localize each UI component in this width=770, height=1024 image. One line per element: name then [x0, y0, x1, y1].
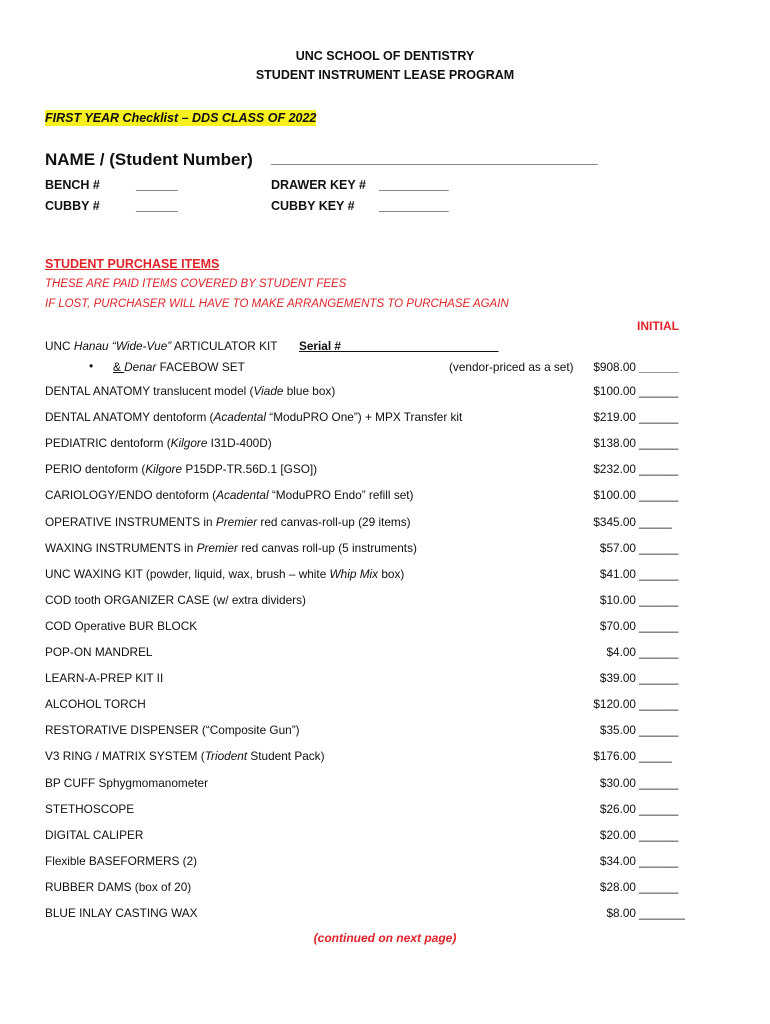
- item-initial-blank[interactable]: ______: [639, 828, 679, 842]
- item-price: $138.00: [593, 436, 636, 450]
- item-initial-blank[interactable]: ______: [639, 776, 679, 790]
- item-text: Flexible BASEFORMERS (2): [45, 854, 198, 868]
- item-text: PERIO dentoform (: [45, 462, 146, 476]
- item-initial-blank[interactable]: ______: [639, 697, 679, 711]
- item-description: [45, 802, 134, 816]
- item-brand: Premier: [215, 515, 258, 529]
- item-initial-blank[interactable]: _____: [639, 515, 672, 529]
- item-text: WAXING INSTRUMENTS in: [45, 541, 197, 555]
- item-brand: Acadental: [216, 488, 269, 502]
- item-initial-blank[interactable]: ______: [639, 462, 679, 476]
- item-description: [45, 462, 317, 476]
- checklist-title: [45, 109, 316, 127]
- facebow-brand: Denar: [124, 360, 157, 374]
- articulator-brand: Hanau “Wide-Vue”: [73, 339, 172, 353]
- facebow-suffix: FACEBOW SET: [156, 360, 245, 374]
- articulator-suffix: ARTICULATOR KIT: [171, 339, 278, 353]
- purchase-note-fees: THESE ARE PAID ITEMS COVERED BY STUDENT FEES: [45, 278, 347, 290]
- item-initial-blank[interactable]: ______: [639, 488, 679, 502]
- item-price: $100.00: [593, 488, 636, 502]
- item-price: $10.00: [599, 593, 636, 607]
- item-description: [45, 828, 143, 842]
- item-brand: Kilgore: [145, 462, 183, 476]
- item-brand: Premier: [196, 541, 238, 555]
- bench-label: BENCH #: [45, 178, 100, 192]
- item-initial-blank[interactable]: ______: [639, 541, 679, 555]
- item-price: $41.00: [599, 567, 636, 581]
- cubby-field[interactable]: ______: [136, 199, 178, 213]
- drawer-key-label: DRAWER KEY #: [271, 178, 366, 192]
- item-initial-blank[interactable]: ______: [639, 671, 679, 685]
- item-price: $120.00: [593, 697, 636, 711]
- item-brand: Kilgore: [170, 436, 208, 450]
- item-price: $232.00: [593, 462, 636, 476]
- item-price: $34.00: [599, 854, 636, 868]
- item-text-end: “ModuPRO One”) + MPX Transfer kit: [265, 410, 463, 424]
- articulator-initial-blank[interactable]: ______: [639, 360, 679, 374]
- item-text: LEARN-A-PREP KIT II: [45, 671, 164, 685]
- item-description: [45, 384, 335, 398]
- item-text-end: Student Pack): [247, 749, 325, 763]
- item-initial-blank[interactable]: ______: [639, 645, 679, 659]
- item-price: $35.00: [599, 723, 636, 737]
- cubby-key-field[interactable]: __________: [379, 199, 449, 213]
- articulator-prefix: UNC: [45, 339, 74, 353]
- item-brand: Viade: [253, 384, 284, 398]
- item-brand: Acadental: [213, 410, 266, 424]
- item-description: [45, 436, 272, 450]
- item-text-end: red canvas-roll-up (29 items): [257, 515, 411, 529]
- item-price: $26.00: [599, 802, 636, 816]
- item-text-end: I31D-400D): [207, 436, 272, 450]
- item-price: $219.00: [593, 410, 636, 424]
- item-initial-blank[interactable]: ______: [639, 802, 679, 816]
- item-text: RUBBER DAMS (box of 20): [45, 880, 192, 894]
- item-text: OPERATIVE INSTRUMENTS in: [45, 515, 216, 529]
- item-price: $28.00: [599, 880, 636, 894]
- item-price: $30.00: [599, 776, 636, 790]
- item-text: RESTORATIVE DISPENSER (“Composite Gun”): [45, 723, 300, 737]
- item-description: [45, 515, 411, 529]
- item-text: PEDIATRIC dentoform (: [45, 436, 171, 450]
- continued-note: (continued on next page): [313, 931, 457, 945]
- articulator-price: $908.00: [593, 360, 636, 374]
- item-text: ALCOHOL TORCH: [45, 697, 146, 711]
- item-price: $20.00: [599, 828, 636, 842]
- item-initial-blank[interactable]: ______: [639, 619, 679, 633]
- item-price: $345.00: [593, 515, 636, 529]
- item-initial-blank[interactable]: ______: [639, 436, 679, 450]
- item-description: [45, 697, 146, 711]
- item-text-end: box): [378, 567, 405, 581]
- cubby-key-label: CUBBY KEY #: [271, 199, 355, 213]
- item-description: [45, 723, 300, 737]
- item-text: BLUE INLAY CASTING WAX: [45, 906, 198, 920]
- checklist-highlight: FIRST YEAR Checklist – DDS CLASS OF 2022: [45, 111, 317, 125]
- item-text-end: blue box): [283, 384, 336, 398]
- item-text: UNC WAXING KIT (powder, liquid, wax, brush – white: [45, 567, 330, 581]
- item-price: $8.00: [606, 906, 636, 920]
- item-initial-blank[interactable]: ______: [639, 593, 679, 607]
- item-initial-blank[interactable]: ______: [639, 854, 679, 868]
- item-text: COD tooth ORGANIZER CASE (w/ extra dividers): [45, 593, 306, 607]
- item-text: V3 RING / MATRIX SYSTEM (: [45, 749, 205, 763]
- vendor-note: (vendor-priced as a set): [449, 360, 574, 374]
- item-description: [45, 619, 197, 633]
- item-description: [45, 880, 191, 894]
- item-price: $57.00: [599, 541, 636, 555]
- item-text: DENTAL ANATOMY translucent model (: [45, 384, 254, 398]
- item-initial-blank[interactable]: _____: [639, 749, 672, 763]
- school-title: UNC SCHOOL OF DENTISTRY: [295, 49, 475, 63]
- item-text-end: “ModuPRO Endo” refill set): [268, 488, 414, 502]
- item-text: CARIOLOGY/ENDO dentoform (: [45, 488, 217, 502]
- item-description: [45, 567, 404, 581]
- item-initial-blank[interactable]: ______: [639, 880, 679, 894]
- cubby-label: CUBBY #: [45, 199, 100, 213]
- item-description: [45, 906, 198, 920]
- item-description: [45, 410, 462, 424]
- item-price: $39.00: [599, 671, 636, 685]
- item-description: [45, 541, 417, 555]
- serial-field[interactable]: Serial #________________________: [299, 339, 499, 353]
- item-text: BP CUFF Sphygmomanometer: [45, 776, 209, 790]
- item-brand: Triodent: [204, 749, 248, 763]
- item-text-end: red canvas roll-up (5 instruments): [237, 541, 417, 555]
- initial-column-label: INITIAL: [637, 319, 679, 333]
- item-description: [45, 645, 153, 659]
- item-initial-blank[interactable]: _______: [639, 906, 685, 920]
- item-description: [45, 749, 325, 763]
- item-price: $176.00: [593, 749, 636, 763]
- purchase-heading: STUDENT PURCHASE ITEMS: [45, 257, 220, 271]
- item-text: POP-ON MANDREL: [45, 645, 153, 659]
- purchase-note-lost: IF LOST, PURCHASER WILL HAVE TO MAKE ARRANGEMENTS TO PURCHASE AGAIN: [45, 298, 509, 310]
- name-field[interactable]: _______________________________________________: [271, 152, 598, 166]
- item-price: $70.00: [599, 619, 636, 633]
- item-description: [45, 854, 197, 868]
- item-text: DENTAL ANATOMY dentoform (: [45, 410, 214, 424]
- item-brand: Whip Mix: [329, 567, 379, 581]
- articulator-kit-item: [45, 339, 277, 353]
- program-title: STUDENT INSTRUMENT LEASE PROGRAM: [255, 68, 515, 82]
- drawer-key-field[interactable]: __________: [379, 178, 449, 192]
- item-initial-blank[interactable]: ______: [639, 410, 679, 424]
- facebow-amp: &: [113, 360, 125, 374]
- item-description: [45, 671, 163, 685]
- facebow-item: [113, 360, 245, 374]
- item-price: $100.00: [593, 384, 636, 398]
- item-initial-blank[interactable]: ______: [639, 567, 679, 581]
- bullet-icon: •: [89, 359, 94, 373]
- item-text: DIGITAL CALIPER: [45, 828, 144, 842]
- item-text: STETHOSCOPE: [45, 802, 135, 816]
- item-text-end: P15DP-TR.56D.1 [GSO]): [182, 462, 318, 476]
- item-description: [45, 776, 208, 790]
- bench-field[interactable]: ______: [136, 178, 178, 192]
- item-initial-blank[interactable]: ______: [639, 723, 679, 737]
- name-label: NAME / (Student Number): [45, 150, 253, 169]
- item-text: COD Operative BUR BLOCK: [45, 619, 198, 633]
- item-description: [45, 488, 413, 502]
- item-initial-blank[interactable]: ______: [639, 384, 679, 398]
- item-price: $4.00: [606, 645, 636, 659]
- item-description: [45, 593, 306, 607]
